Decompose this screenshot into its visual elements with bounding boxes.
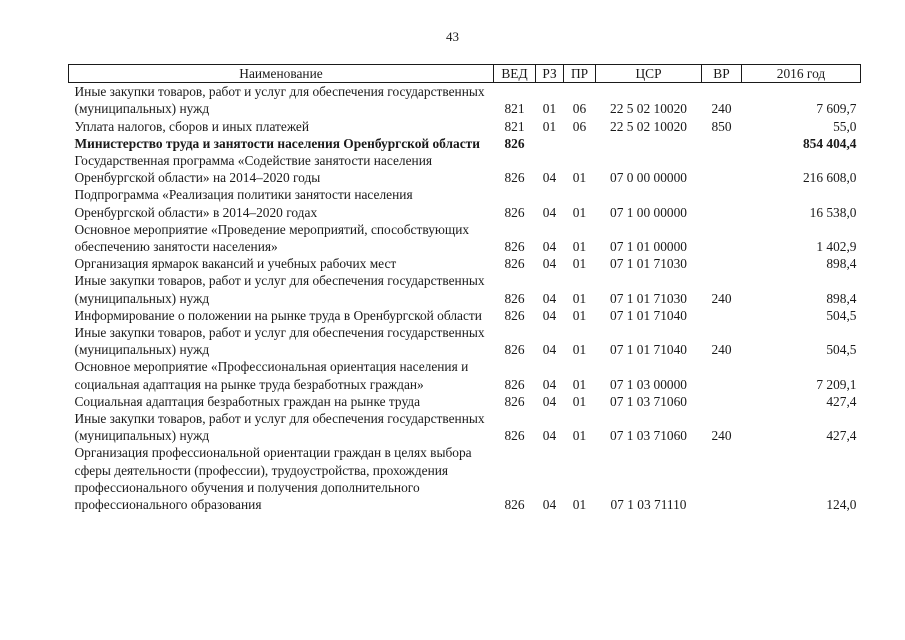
row-amount: 16 538,0 (809, 204, 857, 220)
header-rz: РЗ (536, 65, 564, 83)
row-csr: 07 1 00 00000 (610, 204, 687, 220)
row-ved: 826 (504, 204, 525, 220)
row-rz: 04 (542, 497, 557, 513)
row-pr: 01 (572, 376, 587, 392)
row-vr: 850 (711, 118, 732, 134)
row-csr: 07 1 03 00000 (610, 376, 687, 392)
row-pr: 01 (572, 204, 587, 220)
row-name: Иные закупки товаров, работ и услуг для обеспечения государственных (муниципальных) нужд (74, 411, 485, 444)
row-vr (702, 186, 742, 220)
row-rz (536, 135, 564, 152)
table-row (69, 324, 861, 358)
row-name: Информирование о положении на рынке труда в Оренбургской области (74, 307, 482, 323)
row-name: Основное мероприятие «Профессиональная ориентация населения и социальная адаптация на рынке труда безработных граждан» (74, 359, 469, 392)
table-row (69, 118, 861, 135)
row-vr: 240 (711, 290, 732, 306)
row-name: Подпрограмма «Реализация политики занятости населения Оренбургской области» в 2014–2020 годах (74, 187, 413, 220)
table-row (69, 393, 861, 410)
header-ved: ВЕД (494, 65, 536, 83)
table-row (69, 255, 861, 272)
row-amount: 504,5 (826, 342, 857, 358)
row-pr (564, 135, 596, 152)
table-row (69, 272, 861, 306)
row-ved: 826 (504, 307, 525, 323)
row-csr: 22 5 02 10020 (610, 118, 687, 134)
row-rz: 04 (542, 428, 557, 444)
row-name: Организация профессиональной ориентации граждан в целях выбора сферы деятельности (профессии), трудоустройства, прохождения профессионального обучения и получения дополнительного профессионального образования (74, 445, 472, 513)
row-csr: 07 1 01 00000 (610, 239, 687, 255)
row-pr: 06 (572, 101, 587, 117)
row-ved: 821 (504, 101, 525, 117)
row-amount: 7 209,1 (816, 376, 857, 392)
row-name: Государственная программа «Содействие занятости населения Оренбургской области» на 2014–2020 годы (74, 153, 433, 186)
row-pr: 01 (572, 256, 587, 272)
row-vr (702, 444, 742, 513)
row-rz: 04 (542, 376, 557, 392)
row-rz: 04 (542, 393, 557, 409)
row-vr (702, 221, 742, 255)
row-ved: 826 (504, 170, 525, 186)
row-amount: 1 402,9 (816, 239, 857, 255)
table-row (69, 186, 861, 220)
row-rz: 04 (542, 307, 557, 323)
row-amount: 216 608,0 (802, 170, 857, 186)
table-row (69, 307, 861, 324)
row-ved: 826 (504, 256, 525, 272)
row-ved: 826 (504, 239, 525, 255)
row-pr: 01 (572, 290, 587, 306)
row-vr: 240 (711, 428, 732, 444)
row-amount: 124,0 (826, 497, 857, 513)
row-amount: 898,4 (826, 290, 857, 306)
page-number: 43 (446, 29, 459, 44)
row-ved: 826 (504, 428, 525, 444)
row-rz: 04 (542, 342, 557, 358)
row-rz: 04 (542, 290, 557, 306)
header-csr: ЦСР (596, 65, 702, 83)
row-amount: 898,4 (826, 256, 857, 272)
row-csr: 22 5 02 10020 (610, 101, 687, 117)
row-ved: 826 (504, 290, 525, 306)
row-vr (702, 255, 742, 272)
table-row (69, 410, 861, 444)
row-ved: 821 (504, 118, 525, 134)
table-row (69, 358, 861, 392)
header-vr: ВР (702, 65, 742, 83)
budget-table (68, 64, 861, 513)
header-name: Наименование (69, 65, 494, 83)
row-csr: 07 0 00 00000 (610, 170, 687, 186)
row-amount: 854 404,4 (802, 135, 857, 151)
row-pr: 01 (572, 239, 587, 255)
row-csr: 07 1 01 71040 (610, 342, 687, 358)
row-pr: 01 (572, 393, 587, 409)
row-pr: 01 (572, 428, 587, 444)
row-vr (702, 358, 742, 392)
row-pr: 01 (572, 497, 587, 513)
row-name: Организация ярмарок вакансий и учебных рабочих мест (74, 256, 397, 272)
row-rz: 01 (542, 101, 557, 117)
row-name: Социальная адаптация безработных граждан на рынке труда (74, 393, 421, 409)
header-pr: ПР (564, 65, 596, 83)
table-row (69, 444, 861, 513)
row-rz: 04 (542, 170, 557, 186)
row-name: Иные закупки товаров, работ и услуг для обеспечения государственных (муниципальных) нужд (74, 273, 485, 306)
row-amount: 504,5 (826, 307, 857, 323)
row-name: Уплата налогов, сборов и иных платежей (74, 118, 310, 134)
row-ved: 826 (504, 376, 525, 392)
row-name: Министерство труда и занятости населения Оренбургской области (74, 135, 480, 151)
table-row (69, 135, 861, 152)
row-csr (596, 135, 702, 152)
row-pr: 01 (572, 170, 587, 186)
row-pr: 06 (572, 118, 587, 134)
row-pr: 01 (572, 307, 587, 323)
row-rz: 04 (542, 204, 557, 220)
row-name: Основное мероприятие «Проведение мероприятий, способствующих обеспечению занятости населения» (74, 221, 470, 255)
row-rz: 04 (542, 239, 557, 255)
row-csr: 07 1 01 71040 (610, 307, 687, 323)
row-vr (702, 307, 742, 324)
row-amount: 55,0 (833, 118, 857, 134)
row-csr: 07 1 03 71060 (610, 393, 687, 409)
row-vr: 240 (711, 342, 732, 358)
row-vr (702, 135, 742, 152)
row-vr: 240 (711, 101, 732, 117)
table-row (69, 221, 861, 255)
row-rz: 01 (542, 118, 557, 134)
row-ved: 826 (504, 393, 525, 409)
row-csr: 07 1 01 71030 (610, 290, 687, 306)
row-ved: 826 (504, 135, 525, 151)
table-row (69, 83, 861, 118)
row-name: Иные закупки товаров, работ и услуг для обеспечения государственных (муниципальных) нужд (74, 84, 485, 117)
table-row (69, 152, 861, 186)
table-header-row (69, 65, 861, 83)
row-csr: 07 1 01 71030 (610, 256, 687, 272)
row-ved: 826 (504, 342, 525, 358)
row-rz: 04 (542, 256, 557, 272)
header-year: 2016 год (742, 65, 861, 83)
row-csr: 07 1 03 71110 (610, 497, 687, 513)
row-amount: 7 609,7 (816, 101, 857, 117)
row-vr (702, 152, 742, 186)
row-amount: 427,4 (826, 393, 857, 409)
row-vr (702, 393, 742, 410)
row-ved: 826 (504, 497, 525, 513)
row-name: Иные закупки товаров, работ и услуг для обеспечения государственных (муниципальных) нужд (74, 325, 485, 358)
row-pr: 01 (572, 342, 587, 358)
row-csr: 07 1 03 71060 (610, 428, 687, 444)
row-amount: 427,4 (826, 428, 857, 444)
